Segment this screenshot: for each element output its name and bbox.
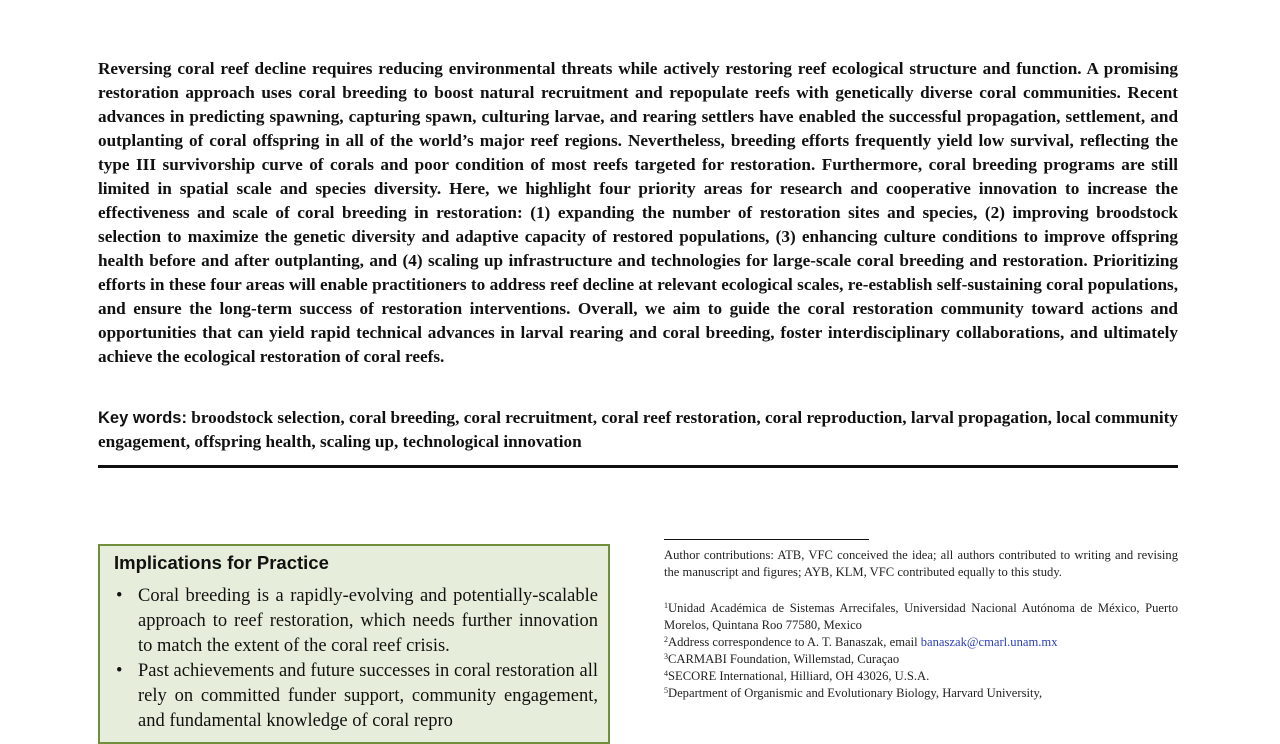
section-divider (98, 465, 1178, 468)
keywords (98, 406, 1178, 454)
affiliation-number: 5 (664, 686, 668, 695)
affiliation-text: CARMABI Foundation, Willemstad, Curaçao (668, 652, 900, 666)
bullet-icon: • (116, 586, 123, 606)
practice-item (114, 584, 598, 659)
affiliation-text: Address correspondence to A. T. Banaszak, email (668, 635, 921, 649)
affiliation-number: 3 (664, 652, 668, 661)
keywords-list: broodstock selection, coral breeding, coral recruitment, coral reef restoration, coral reproduction, larval propagation, local community engagement, offspring health, scaling up, technological innovation (98, 408, 1178, 451)
author-contributions: Author contributions: ATB, VFC conceived the idea; all authors contributed to writing and revising the manuscript and figures; AYB, KLM, VFC contributed equally to this study. (664, 548, 1178, 579)
footnote-separator (664, 539, 869, 540)
affiliation-1 (664, 600, 1178, 634)
practice-item-text: Past achievements and future successes in coral restoration all rely on committed funder support, community engagement, and fundamental knowledge of coral repro (138, 661, 598, 731)
affiliation-5 (664, 685, 1178, 702)
affiliation-3 (664, 651, 1178, 668)
keywords-label: Key words: (98, 409, 187, 427)
practice-item (114, 659, 598, 734)
correspondence-email-link[interactable]: banaszak@cmarl.unam.mx (920, 635, 1058, 649)
practice-box-title: Implications for Practice (114, 552, 329, 573)
affiliation-4 (664, 668, 1178, 685)
implications-for-practice-box (98, 544, 610, 744)
affiliation-2 (664, 634, 1178, 651)
affiliation-number: 4 (664, 669, 668, 678)
affiliation-text: Unidad Académica de Sistemas Arrecifales, Universidad Nacional Autónoma de México, Puerto Morelos, Quintana Roo 77580, Mexico (664, 601, 1178, 632)
affiliation-number: 2 (664, 635, 668, 644)
affiliation-text: SECORE International, Hilliard, OH 43026, U.S.A. (668, 669, 930, 683)
affiliation-text: Department of Organismic and Evolutionary Biology, Harvard University, (668, 686, 1043, 700)
footnotes (664, 547, 1178, 702)
abstract-text: Reversing coral reef decline requires reducing environmental threats while actively restoring reef ecological structure and function. A promising restoration approach uses coral breeding to boost natural recruitment and repopulate reefs with genetically diverse coral communities. Recent advances in predicting spawning, capturing spawn, culturing larvae, and rearing settlers have enabled the successful propagation, settlement, and outplanting of coral offspring in all of the world’s major reef regions. Nevertheless, breeding efforts frequently yield low survival, reflecting the type III survivorship curve of corals and poor condition of most reefs targeted for restoration. Furthermore, coral breeding programs are still limited in spatial scale and species diversity. Here, we highlight four priority areas for research and cooperative innovation to increase the effectiveness and scale of coral breeding in restoration: (1) expanding the number of restoration sites and species, (2) improving broodstock selection to maximize the genetic diversity and adaptive capacity of restored populations, (3) enhancing culture conditions to improve offspring health before and after outplanting, and (4) scaling up infrastructure and technologies for large-scale coral breeding and restoration. Prioritizing efforts in these four areas will enable practitioners to address reef decline at relevant ecological scales, re-establish self-sustaining coral populations, and ensure the long-term success of restoration interventions. Overall, we aim to guide the coral restoration community toward actions and opportunities that can yield rapid technical advances in larval rearing and coral breeding, foster interdisciplinary collaborations, and ultimately achieve the ecological restoration of coral reefs. (98, 59, 1178, 366)
practice-item-text: Coral breeding is a rapidly-evolving and potentially-scalable approach to reef restoration, which needs further innovation to match the extent of the coral reef crisis. (138, 586, 598, 656)
practice-bullet-list (114, 584, 598, 734)
bullet-icon: • (116, 661, 123, 681)
affiliation-number: 1 (664, 601, 668, 610)
